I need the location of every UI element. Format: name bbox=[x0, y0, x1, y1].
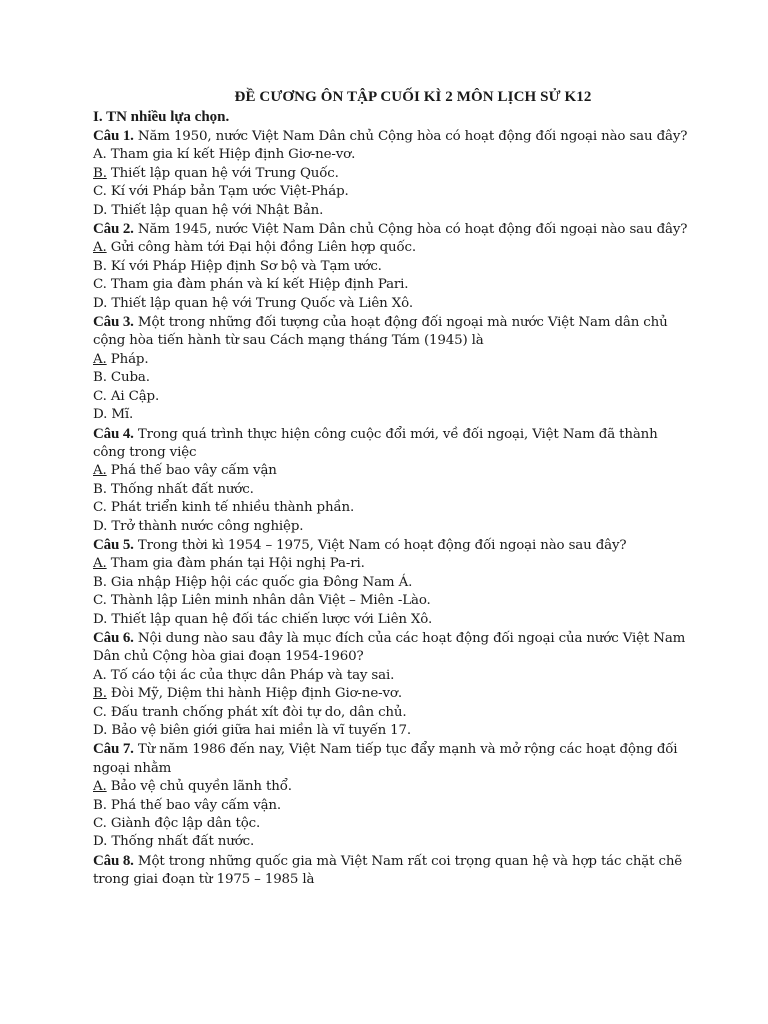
question-1 bbox=[93, 127, 693, 220]
question-list bbox=[93, 127, 693, 890]
option-letter: C. bbox=[93, 704, 107, 720]
document-title: ĐỀ CƯƠNG ÔN TẬP CUỐI KÌ 2 MÔN LỊCH SỬ K12 bbox=[234, 89, 592, 105]
answer-option bbox=[93, 833, 693, 851]
question-stem bbox=[93, 740, 693, 778]
question-text: Nội dung nào sau đây là mục đích của các hoạt động đối ngoại của nước Việt Nam Dân chủ Cộng hòa giai đoạn 1954-1960? bbox=[93, 630, 686, 665]
question-label: Câu 8. bbox=[93, 852, 134, 869]
option-letter: B. bbox=[93, 797, 107, 813]
option-text: Bảo vệ chủ quyền lãnh thổ. bbox=[106, 779, 292, 795]
answer-option bbox=[93, 276, 693, 294]
answer-option bbox=[93, 704, 693, 722]
answer-option bbox=[93, 722, 693, 740]
question-text: Một trong những đối tượng của hoạt động đối ngoại mà nước Việt Nam dân chủ cộng hòa tiến hành từ sau Cách mạng tháng Tám (1945) là bbox=[93, 315, 668, 349]
question-7 bbox=[93, 740, 693, 851]
question-stem bbox=[93, 425, 693, 463]
question-8 bbox=[93, 852, 693, 890]
answer-option bbox=[93, 611, 693, 629]
option-letter: B. bbox=[93, 481, 107, 497]
answer-option bbox=[93, 295, 693, 313]
answer-option bbox=[93, 146, 693, 164]
option-letter: B. bbox=[93, 686, 107, 702]
question-text: Trong thời kì 1954 – 1975, Việt Nam có hoạt động đối ngoại nào sau đây? bbox=[133, 537, 627, 553]
option-letter: D. bbox=[93, 295, 108, 311]
option-text: Bảo vệ biên giới giữa hai miền là vĩ tuyến 17. bbox=[107, 723, 412, 738]
option-text: Tham gia kí kết Hiệp định Giơ-ne-vơ. bbox=[106, 147, 356, 163]
option-letter: D. bbox=[93, 834, 108, 850]
answer-option bbox=[93, 555, 693, 573]
answer-option bbox=[93, 518, 693, 536]
option-text: Phát triển kinh tế nhiều thành phần. bbox=[106, 500, 355, 516]
option-text: Đòi Mỹ, Diệm thi hành Hiệp định Giơ-ne-vơ. bbox=[106, 686, 402, 702]
option-text: Ai Cập. bbox=[106, 388, 160, 404]
question-stem bbox=[93, 127, 693, 146]
answer-option bbox=[93, 574, 693, 592]
option-letter: C. bbox=[93, 277, 107, 293]
answer-option bbox=[93, 202, 693, 220]
option-text: Gia nhập Hiệp hội các quốc gia Đông Nam Á. bbox=[106, 574, 413, 590]
answer-option bbox=[93, 388, 693, 406]
question-5 bbox=[93, 536, 693, 629]
question-label: Câu 4. bbox=[93, 425, 134, 442]
option-letter: D. bbox=[93, 611, 108, 627]
option-letter: D. bbox=[93, 518, 108, 534]
question-text: Từ năm 1986 đến nay, Việt Nam tiếp tục đẩy mạnh và mở rộng các hoạt động đối ngoại nhằm bbox=[93, 742, 678, 776]
option-letter: C. bbox=[93, 184, 107, 200]
question-stem bbox=[93, 313, 693, 351]
option-text: Thiết lập quan hệ với Nhật Bản. bbox=[107, 202, 324, 218]
option-text: Tố cáo tội ác của thực dân Pháp và tay sai. bbox=[106, 667, 395, 683]
answer-option bbox=[93, 351, 693, 369]
question-stem bbox=[93, 629, 693, 667]
option-letter: A. bbox=[93, 779, 107, 795]
question-label: Câu 2. bbox=[93, 221, 134, 238]
option-letter: A. bbox=[93, 463, 107, 479]
option-letter: D. bbox=[93, 202, 108, 218]
question-stem bbox=[93, 220, 693, 239]
answer-option bbox=[93, 815, 693, 833]
option-letter: B. bbox=[93, 370, 107, 386]
answer-option bbox=[93, 481, 693, 499]
option-letter: D. bbox=[93, 723, 108, 738]
question-label: Câu 5. bbox=[93, 536, 134, 553]
option-text: Pháp. bbox=[106, 351, 149, 367]
option-text: Tham gia đàm phán tại Hội nghị Pa-ri. bbox=[106, 556, 365, 572]
question-label: Câu 1. bbox=[93, 128, 134, 144]
option-letter: B. bbox=[93, 165, 107, 181]
answer-option bbox=[93, 258, 693, 276]
option-text: Trở thành nước công nghiệp. bbox=[107, 518, 304, 534]
option-text: Phá thế bao vây cấm vận bbox=[106, 463, 277, 479]
option-text: Thành lập Liên minh nhân dân Việt – Miên -Lào. bbox=[106, 593, 431, 609]
answer-option bbox=[93, 183, 693, 201]
question-2 bbox=[93, 220, 693, 313]
option-text: Thiết lập quan hệ với Trung Quốc và Liên Xô. bbox=[107, 295, 413, 311]
question-text: Năm 1945, nước Việt Nam Dân chủ Cộng hòa có hoạt động đối ngoại nào sau đây? bbox=[133, 222, 688, 238]
question-6 bbox=[93, 629, 693, 740]
question-stem bbox=[93, 852, 693, 890]
option-text: Thống nhất đất nước. bbox=[107, 834, 255, 850]
option-text: Kí với Pháp bản Tạm ước Việt-Pháp. bbox=[106, 184, 349, 200]
document-page bbox=[93, 86, 693, 890]
answer-option bbox=[93, 239, 693, 257]
option-text: Cuba. bbox=[106, 370, 150, 386]
question-text: Năm 1950, nước Việt Nam Dân chủ Cộng hòa có hoạt động đối ngoại nào sau đây? bbox=[133, 129, 688, 144]
option-text: Giành độc lập dân tộc. bbox=[106, 816, 261, 832]
option-letter: A. bbox=[93, 240, 107, 256]
option-letter: C. bbox=[93, 388, 107, 404]
option-letter: B. bbox=[93, 574, 107, 590]
answer-option bbox=[93, 685, 693, 703]
option-text: Thiết lập quan hệ với Trung Quốc. bbox=[106, 165, 339, 181]
answer-option bbox=[93, 406, 693, 424]
question-label: Câu 6. bbox=[93, 629, 134, 646]
option-text: Thiết lập quan hệ đối tác chiến lược với Liên Xô. bbox=[107, 611, 433, 627]
option-text: Đấu tranh chống phát xít đòi tự do, dân chủ. bbox=[106, 704, 407, 720]
answer-option bbox=[93, 369, 693, 387]
option-letter: A. bbox=[93, 147, 107, 163]
option-letter: D. bbox=[93, 407, 108, 423]
option-letter: A. bbox=[93, 667, 107, 683]
answer-option bbox=[93, 499, 693, 517]
option-letter: A. bbox=[93, 351, 107, 367]
option-text: Phá thế bao vây cấm vận. bbox=[106, 797, 282, 813]
question-text: Trong quá trình thực hiện công cuộc đổi mới, về đối ngoại, Việt Nam đã thành công trong việc bbox=[93, 426, 658, 460]
answer-option bbox=[93, 592, 693, 610]
answer-option bbox=[93, 797, 693, 815]
question-text: Một trong những quốc gia mà Việt Nam rất coi trọng quan hệ và hợp tác chặt chẽ trong giai đoạn từ 1975 – 1985 là bbox=[93, 853, 683, 888]
option-letter: C. bbox=[93, 500, 107, 516]
question-stem bbox=[93, 536, 693, 555]
question-3 bbox=[93, 313, 693, 424]
question-label: Câu 7. bbox=[93, 741, 134, 758]
question-4 bbox=[93, 425, 693, 536]
option-text: Thống nhất đất nước. bbox=[106, 481, 254, 497]
option-text: Kí với Pháp Hiệp định Sơ bộ và Tạm ước. bbox=[106, 258, 382, 274]
answer-option bbox=[93, 165, 693, 183]
option-text: Gửi công hàm tới Đại hội đồng Liên hợp quốc. bbox=[106, 240, 416, 256]
section-heading: I. TN nhiều lựa chọn. bbox=[93, 109, 230, 125]
option-letter: B. bbox=[93, 258, 107, 274]
question-label: Câu 3. bbox=[93, 314, 134, 331]
answer-option bbox=[93, 778, 693, 796]
option-letter: C. bbox=[93, 816, 107, 832]
option-text: Mĩ. bbox=[107, 407, 134, 423]
option-letter: A. bbox=[93, 556, 107, 572]
answer-option bbox=[93, 667, 693, 685]
answer-option bbox=[93, 462, 693, 480]
option-letter: C. bbox=[93, 593, 107, 609]
option-text: Tham gia đàm phán và kí kết Hiệp định Pari. bbox=[106, 277, 409, 293]
